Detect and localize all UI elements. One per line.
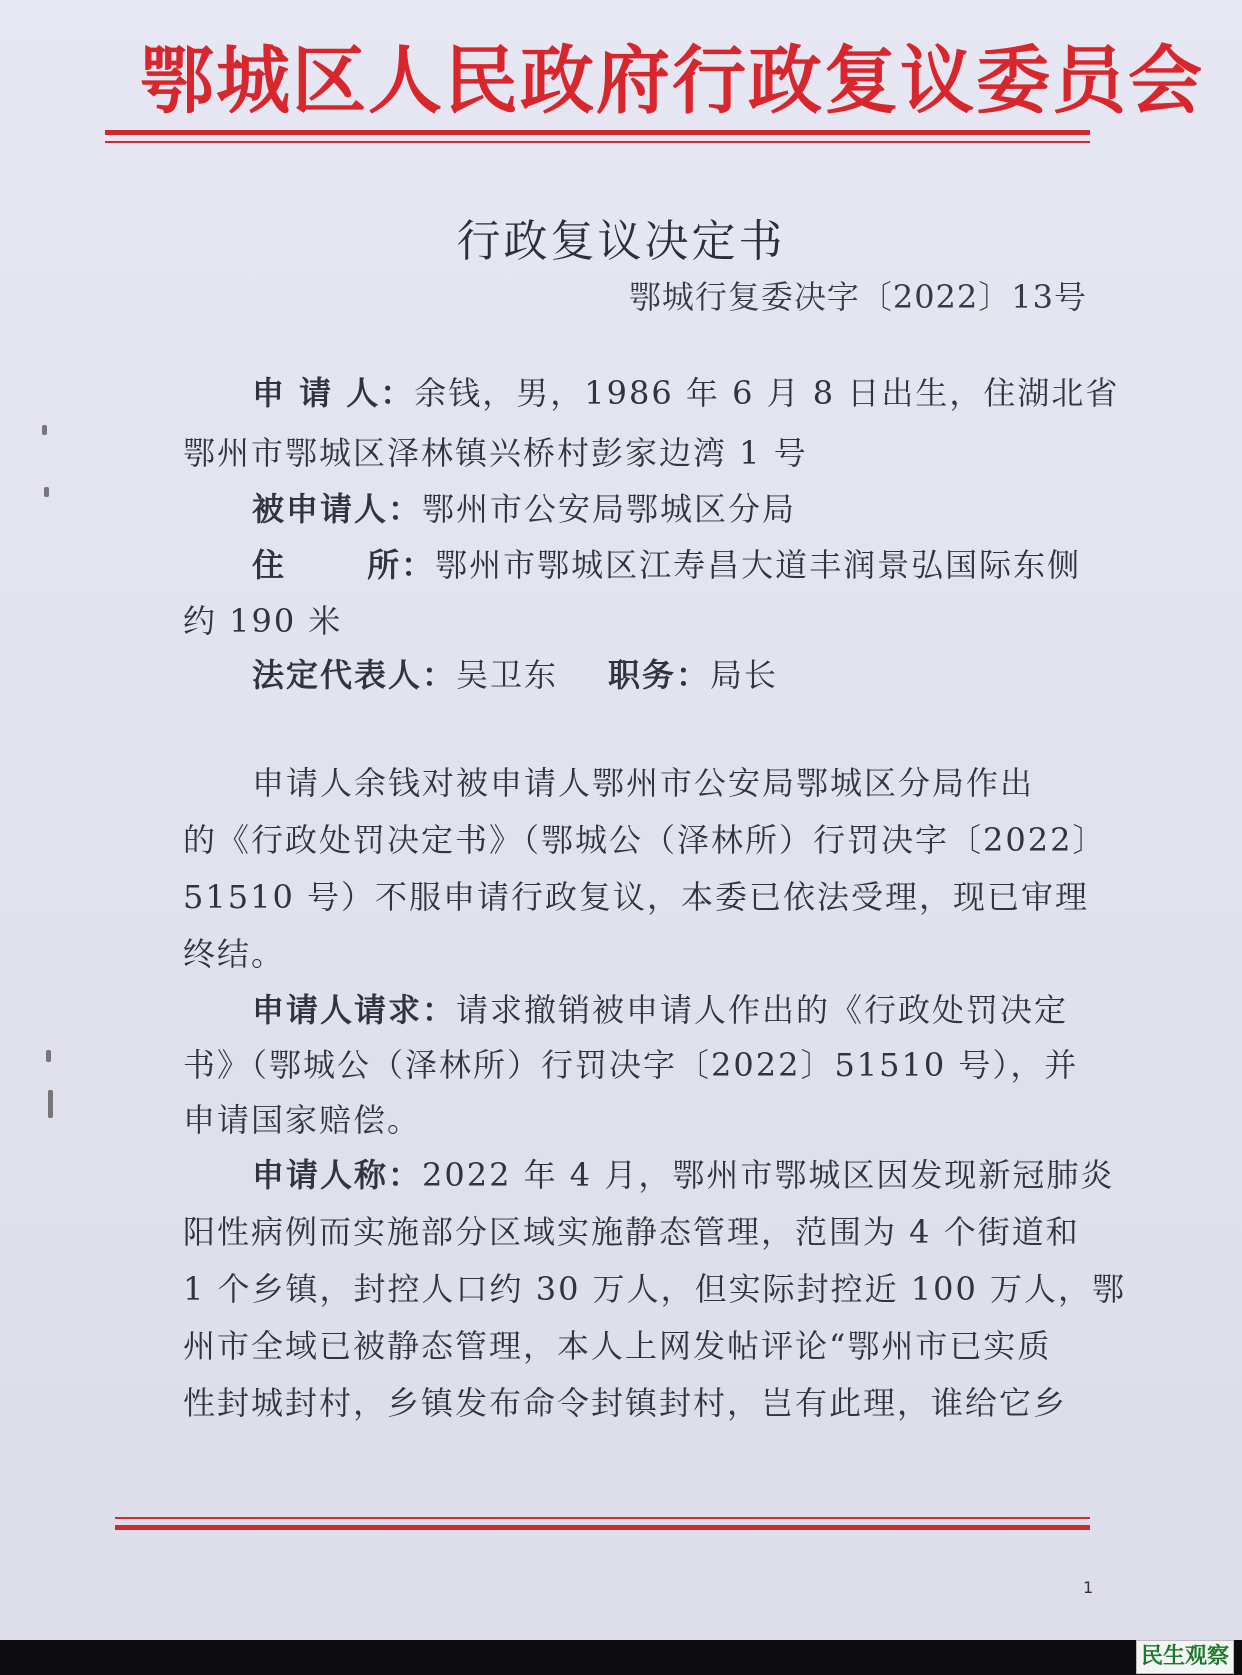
paragraph-line: 申请人余钱对被申请人鄂州市公安局鄂城区分局作出 <box>252 764 1035 802</box>
paragraph-line: 书》（鄂城公（泽林所）行罚决字〔2022〕51510 号），并 <box>183 1046 1079 1084</box>
paragraph-line: 州市全域已被静态管理，本人上网发帖评论“鄂州市已实质 <box>183 1327 1052 1365</box>
legal-rep-name: 吴卫东 <box>456 656 559 694</box>
paragraph-line: 51510 号）不服申请行政复议，本委已依法受理，现已审理 <box>183 878 1089 916</box>
header-rule-thin <box>105 141 1090 143</box>
address-label: 住 所： <box>252 546 436 584</box>
claim-label: 申请人称： <box>252 1156 423 1194</box>
legal-rep-line <box>252 650 778 696</box>
position-value: 局长 <box>710 656 779 694</box>
letterhead-title: 鄂城区人民政府行政复议委员会 <box>140 38 1204 124</box>
watermark-logo: 民生观察 <box>1136 1640 1234 1674</box>
applicant-info: 余钱，男，1986 年 6 月 8 日出生，住湖北省 <box>414 374 1120 412</box>
legal-rep-label: 法定代表人： <box>252 656 457 694</box>
punch-mark <box>46 1050 51 1062</box>
position-label: 职务： <box>608 656 711 694</box>
respondent-name: 鄂州市公安局鄂城区分局 <box>422 490 797 528</box>
paragraph-line: 1 个乡镇，封控人口约 30 万人，但实际封控近 100 万人，鄂 <box>183 1270 1127 1308</box>
paragraph-line: 阳性病例而实施部分区域实施静态管理，范围为 4 个街道和 <box>183 1213 1080 1251</box>
respondent-line <box>252 484 796 530</box>
paragraph-line: 申请国家赔偿。 <box>183 1101 422 1139</box>
punch-mark <box>48 1090 53 1118</box>
bottom-dark-band <box>0 1640 1242 1675</box>
paragraph-line: 终结。 <box>183 935 286 973</box>
address-line <box>252 540 1081 586</box>
punch-mark <box>42 425 47 435</box>
claim-text: 2022 年 4 月，鄂州市鄂城区因发现新冠肺炎 <box>422 1156 1115 1194</box>
footer-rule-thin <box>115 1517 1090 1519</box>
applicant-address: 鄂州市鄂城区泽林镇兴桥村彭家边湾 1 号 <box>183 434 808 472</box>
request-text: 请求撤销被申请人作出的《行政处罚决定 <box>456 991 1069 1029</box>
document-number: 鄂城行复委决字〔2022〕13号 <box>628 278 1087 316</box>
claim-line <box>252 1150 1114 1196</box>
applicant-line <box>252 368 1119 414</box>
applicant-label: 申 请 人： <box>252 374 415 412</box>
address-continued: 约 190 米 <box>183 602 343 640</box>
paragraph-line: 性封城封村，乡镇发布命令封镇封村，岂有此理，谁给它乡 <box>183 1384 1068 1422</box>
header-rule-thick <box>105 130 1090 135</box>
respondent-label: 被申请人： <box>252 490 423 528</box>
request-line <box>252 985 1068 1031</box>
page-number: 1 <box>1083 1578 1094 1597</box>
paragraph-line: 的《行政处罚决定书》（鄂城公（泽林所）行罚决字〔2022〕 <box>183 821 1107 859</box>
request-label: 申请人请求： <box>252 991 457 1029</box>
document-title: 行政复议决定书 <box>456 216 786 267</box>
address-text: 鄂州市鄂城区江寿昌大道丰润景弘国际东侧 <box>435 546 1082 584</box>
punch-mark <box>44 487 49 497</box>
footer-rule-thick <box>115 1525 1090 1530</box>
